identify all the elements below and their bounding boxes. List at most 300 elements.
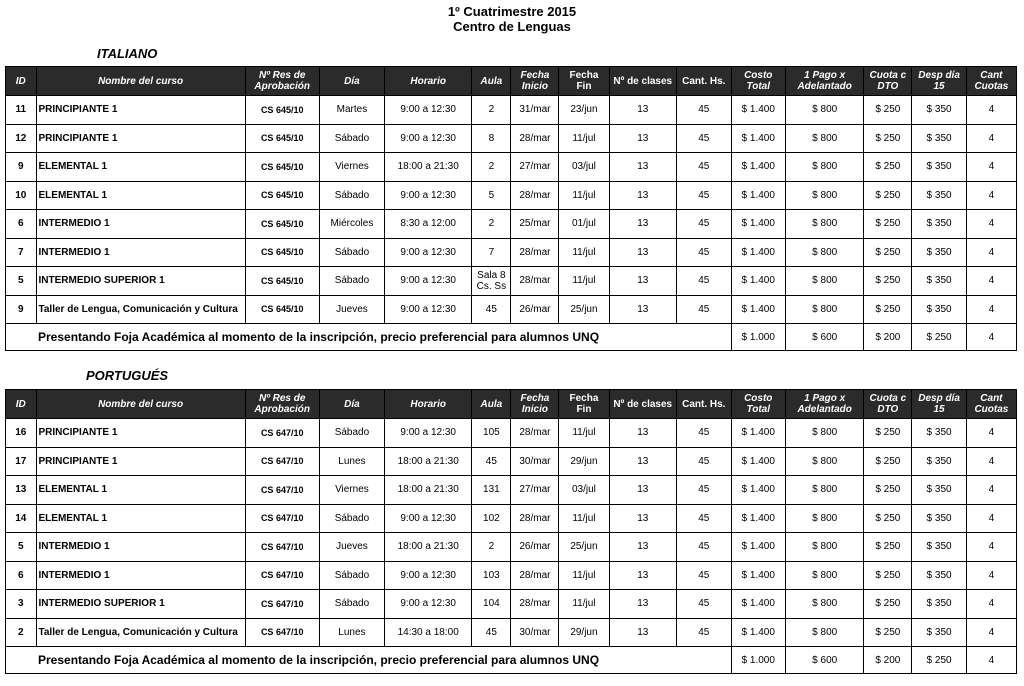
column-header-id: ID (6, 390, 37, 419)
cell-end-date: 03/jul (559, 476, 609, 505)
cell-end-date: 11/jul (559, 504, 609, 533)
cell-late-fee: $ 350 (912, 476, 966, 505)
cell-total-cost: $ 1.400 (731, 267, 785, 296)
column-header-end-date: Fecha Fin (559, 390, 609, 419)
cell-course-name: INTERMEDIO 1 (36, 533, 245, 562)
cell-discount-fee: $ 250 (864, 153, 912, 182)
table-row (6, 590, 1017, 619)
cell-end-date: 01/jul (559, 210, 609, 239)
cell-advance-payment: $ 800 (785, 419, 863, 448)
cell-class-count: 13 (609, 153, 677, 182)
cell-total-cost-preferential: $ 1.000 (731, 647, 785, 674)
column-header-start-date: Fecha Inicio (511, 390, 559, 419)
cell-advance-payment: $ 800 (785, 238, 863, 267)
cell-class-count: 13 (609, 238, 677, 267)
cell-discount-fee: $ 250 (864, 561, 912, 590)
cell-start-date: 27/mar (511, 476, 559, 505)
column-header-room: Aula (472, 67, 511, 96)
cell-discount-fee: $ 250 (864, 476, 912, 505)
cell-course-name: ELEMENTAL 1 (36, 476, 245, 505)
cell-total-cost: $ 1.400 (731, 124, 785, 153)
table-row (6, 153, 1017, 182)
cell-resolution: CS 645/10 (245, 124, 319, 153)
cell-class-count: 13 (609, 618, 677, 647)
cell-hours: 45 (677, 153, 731, 182)
cell-total-cost: $ 1.400 (731, 419, 785, 448)
cell-day: Sábado (319, 419, 384, 448)
cell-start-date: 28/mar (511, 267, 559, 296)
cell-discount-fee: $ 250 (864, 618, 912, 647)
cell-end-date: 25/jun (559, 295, 609, 324)
cell-resolution: CS 645/10 (245, 267, 319, 296)
cell-schedule: 14:30 a 18:00 (385, 618, 472, 647)
cell-hours: 45 (677, 533, 731, 562)
cell-discount-fee: $ 250 (864, 96, 912, 125)
cell-start-date: 28/mar (511, 561, 559, 590)
cell-resolution: CS 647/10 (245, 590, 319, 619)
cell-late-fee: $ 350 (912, 181, 966, 210)
table-row (6, 96, 1017, 125)
cell-discount-fee: $ 250 (864, 447, 912, 476)
cell-total-cost: $ 1.400 (731, 295, 785, 324)
cell-installments: 4 (966, 96, 1016, 125)
column-header-discount-fee: Cuota c DTO (864, 390, 912, 419)
table-row (6, 504, 1017, 533)
cell-schedule: 9:00 a 12:30 (385, 181, 472, 210)
cell-day: Martes (319, 96, 384, 125)
column-header-class-count: Nº de clases (609, 390, 677, 419)
cell-schedule: 9:00 a 12:30 (385, 419, 472, 448)
table-row (6, 561, 1017, 590)
cell-total-cost: $ 1.400 (731, 153, 785, 182)
cell-resolution: CS 645/10 (245, 96, 319, 125)
cell-start-date: 30/mar (511, 618, 559, 647)
cell-total-cost: $ 1.400 (731, 590, 785, 619)
cell-id: 5 (6, 267, 37, 296)
column-header-id: ID (6, 67, 37, 96)
cell-discount-fee: $ 250 (864, 181, 912, 210)
cell-start-date: 28/mar (511, 181, 559, 210)
cell-late-fee: $ 350 (912, 153, 966, 182)
cell-class-count: 13 (609, 504, 677, 533)
cell-end-date: 11/jul (559, 181, 609, 210)
cell-late-fee: $ 350 (912, 210, 966, 239)
cell-late-fee-preferential: $ 250 (912, 324, 966, 351)
cell-course-name: PRINCIPIANTE 1 (36, 124, 245, 153)
column-header-room: Aula (472, 390, 511, 419)
cell-day: Sábado (319, 590, 384, 619)
cell-room: 104 (472, 590, 511, 619)
cell-course-name: INTERMEDIO SUPERIOR 1 (36, 590, 245, 619)
column-header-hours: Cant. Hs. (677, 67, 731, 96)
cell-schedule: 8:30 a 12:00 (385, 210, 472, 239)
cell-late-fee: $ 350 (912, 447, 966, 476)
table-row (6, 210, 1017, 239)
cell-advance-payment: $ 800 (785, 504, 863, 533)
cell-total-cost: $ 1.400 (731, 210, 785, 239)
cell-total-cost: $ 1.400 (731, 238, 785, 267)
cell-id: 9 (6, 153, 37, 182)
cell-end-date: 11/jul (559, 238, 609, 267)
cell-course-name: Taller de Lengua, Comunicación y Cultura (36, 618, 245, 647)
cell-schedule: 9:00 a 12:30 (385, 124, 472, 153)
column-header-total-cost: Costo Total (731, 67, 785, 96)
cell-start-date: 31/mar (511, 96, 559, 125)
column-header-advance-payment: 1 Pago x Adelantado (785, 390, 863, 419)
cell-hours: 45 (677, 267, 731, 296)
document-subtitle: Centro de Lenguas (453, 19, 571, 34)
table-row (6, 124, 1017, 153)
cell-schedule: 9:00 a 12:30 (385, 590, 472, 619)
cell-advance-payment: $ 800 (785, 124, 863, 153)
cell-late-fee: $ 350 (912, 419, 966, 448)
cell-hours: 45 (677, 124, 731, 153)
cell-day: Lunes (319, 447, 384, 476)
cell-installments: 4 (966, 590, 1016, 619)
cell-discount-fee: $ 250 (864, 590, 912, 619)
cell-end-date: 03/jul (559, 153, 609, 182)
cell-end-date: 11/jul (559, 124, 609, 153)
cell-hours: 45 (677, 295, 731, 324)
cell-day: Jueves (319, 533, 384, 562)
cell-installments: 4 (966, 419, 1016, 448)
cell-discount-fee: $ 250 (864, 533, 912, 562)
cell-hours: 45 (677, 210, 731, 239)
column-header-end-date: Fecha Fin (559, 67, 609, 96)
cell-room: 2 (472, 96, 511, 125)
cell-class-count: 13 (609, 590, 677, 619)
note-spacer (6, 647, 37, 674)
cell-resolution: CS 647/10 (245, 476, 319, 505)
cell-installments: 4 (966, 210, 1016, 239)
cell-start-date: 25/mar (511, 210, 559, 239)
table-row (6, 295, 1017, 324)
table-row (6, 533, 1017, 562)
cell-id: 3 (6, 590, 37, 619)
cell-course-name: INTERMEDIO 1 (36, 210, 245, 239)
column-header-start-date: Fecha Inicio (511, 67, 559, 96)
cell-schedule: 9:00 a 12:30 (385, 561, 472, 590)
cell-room: 8 (472, 124, 511, 153)
note-spacer (6, 324, 37, 351)
document-title: 1º Cuatrimestre 2015 (447, 4, 577, 19)
cell-hours: 45 (677, 590, 731, 619)
cell-end-date: 11/jul (559, 561, 609, 590)
cell-id: 10 (6, 181, 37, 210)
cell-room: 2 (472, 533, 511, 562)
cell-end-date: 29/jun (559, 618, 609, 647)
cell-class-count: 13 (609, 210, 677, 239)
cell-end-date: 29/jun (559, 447, 609, 476)
course-table-italiano (5, 66, 1017, 351)
cell-hours: 45 (677, 476, 731, 505)
cell-total-cost: $ 1.400 (731, 476, 785, 505)
column-header-installments: Cant Cuotas (966, 67, 1016, 96)
column-header-day: Día (319, 390, 384, 419)
cell-day: Sábado (319, 267, 384, 296)
column-header-installments: Cant Cuotas (966, 390, 1016, 419)
cell-course-name: INTERMEDIO SUPERIOR 1 (36, 267, 245, 296)
cell-start-date: 28/mar (511, 419, 559, 448)
table-row (6, 238, 1017, 267)
cell-hours: 45 (677, 181, 731, 210)
cell-advance-payment: $ 800 (785, 181, 863, 210)
cell-day: Sábado (319, 504, 384, 533)
cell-resolution: CS 647/10 (245, 419, 319, 448)
cell-total-cost: $ 1.400 (731, 504, 785, 533)
cell-discount-fee-preferential: $ 200 (864, 324, 912, 351)
cell-course-name: ELEMENTAL 1 (36, 504, 245, 533)
cell-end-date: 11/jul (559, 419, 609, 448)
column-header-resolution: Nº Res de Aprobación (245, 390, 319, 419)
cell-course-name: ELEMENTAL 1 (36, 153, 245, 182)
cell-late-fee: $ 350 (912, 96, 966, 125)
column-header-schedule: Horario (385, 390, 472, 419)
cell-installments: 4 (966, 561, 1016, 590)
cell-day: Miércoles (319, 210, 384, 239)
cell-resolution: CS 647/10 (245, 533, 319, 562)
cell-end-date: 25/jun (559, 533, 609, 562)
cell-end-date: 11/jul (559, 590, 609, 619)
cell-class-count: 13 (609, 533, 677, 562)
cell-day: Sábado (319, 561, 384, 590)
cell-start-date: 28/mar (511, 238, 559, 267)
cell-end-date: 23/jun (559, 96, 609, 125)
cell-total-cost: $ 1.400 (731, 447, 785, 476)
cell-room: Sala 8 Cs. Ss (472, 267, 511, 296)
cell-advance-payment-preferential: $ 600 (785, 647, 863, 674)
cell-advance-payment: $ 800 (785, 533, 863, 562)
cell-course-name: ELEMENTAL 1 (36, 181, 245, 210)
cell-schedule: 9:00 a 12:30 (385, 295, 472, 324)
cell-hours: 45 (677, 419, 731, 448)
column-header-advance-payment: 1 Pago x Adelantado (785, 67, 863, 96)
cell-class-count: 13 (609, 96, 677, 125)
cell-schedule: 9:00 a 12:30 (385, 504, 472, 533)
cell-room: 2 (472, 153, 511, 182)
preferential-price-note: Presentando Foja Académica al momento de la inscripción, precio preferencial para alumnos UNQ (36, 647, 731, 674)
cell-course-name: INTERMEDIO 1 (36, 561, 245, 590)
cell-day: Sábado (319, 238, 384, 267)
cell-installments: 4 (966, 504, 1016, 533)
cell-total-cost: $ 1.400 (731, 533, 785, 562)
column-header-total-cost: Costo Total (731, 390, 785, 419)
cell-installments: 4 (966, 181, 1016, 210)
cell-room: 7 (472, 238, 511, 267)
table-header-row (6, 390, 1017, 419)
section-title-portugues: PORTUGUÉS (86, 368, 169, 383)
preferential-price-note: Presentando Foja Académica al momento de la inscripción, precio preferencial para alumnos UNQ (36, 324, 731, 351)
cell-schedule: 18:00 a 21:30 (385, 153, 472, 182)
cell-installments: 4 (966, 153, 1016, 182)
cell-installments: 4 (966, 124, 1016, 153)
cell-start-date: 26/mar (511, 295, 559, 324)
cell-class-count: 13 (609, 267, 677, 296)
cell-late-fee-preferential: $ 250 (912, 647, 966, 674)
cell-room: 2 (472, 210, 511, 239)
cell-class-count: 13 (609, 476, 677, 505)
cell-class-count: 13 (609, 124, 677, 153)
cell-advance-payment: $ 800 (785, 96, 863, 125)
cell-resolution: CS 645/10 (245, 153, 319, 182)
cell-id: 14 (6, 504, 37, 533)
cell-schedule: 18:00 a 21:30 (385, 447, 472, 476)
cell-class-count: 13 (609, 561, 677, 590)
cell-resolution: CS 645/10 (245, 210, 319, 239)
cell-schedule: 18:00 a 21:30 (385, 533, 472, 562)
table-row (6, 267, 1017, 296)
cell-start-date: 28/mar (511, 504, 559, 533)
cell-installments-preferential: 4 (966, 324, 1016, 351)
table-row (6, 447, 1017, 476)
cell-id: 7 (6, 238, 37, 267)
cell-class-count: 13 (609, 295, 677, 324)
cell-room: 103 (472, 561, 511, 590)
column-header-resolution: Nº Res de Aprobación (245, 67, 319, 96)
cell-installments: 4 (966, 618, 1016, 647)
cell-class-count: 13 (609, 181, 677, 210)
table-row (6, 618, 1017, 647)
column-header-class-count: Nº de clases (609, 67, 677, 96)
cell-schedule: 9:00 a 12:30 (385, 238, 472, 267)
cell-hours: 45 (677, 504, 731, 533)
cell-course-name: INTERMEDIO 1 (36, 238, 245, 267)
preferential-price-row (6, 647, 1017, 674)
cell-day: Jueves (319, 295, 384, 324)
cell-advance-payment-preferential: $ 600 (785, 324, 863, 351)
cell-late-fee: $ 350 (912, 238, 966, 267)
cell-end-date: 11/jul (559, 267, 609, 296)
table-row (6, 419, 1017, 448)
cell-course-name: PRINCIPIANTE 1 (36, 419, 245, 448)
cell-late-fee: $ 350 (912, 267, 966, 296)
cell-discount-fee: $ 250 (864, 295, 912, 324)
cell-room: 105 (472, 419, 511, 448)
cell-hours: 45 (677, 238, 731, 267)
cell-late-fee: $ 350 (912, 124, 966, 153)
cell-hours: 45 (677, 618, 731, 647)
cell-late-fee: $ 350 (912, 618, 966, 647)
cell-installments: 4 (966, 476, 1016, 505)
cell-schedule: 9:00 a 12:30 (385, 96, 472, 125)
cell-installments: 4 (966, 238, 1016, 267)
cell-day: Sábado (319, 124, 384, 153)
table-row (6, 476, 1017, 505)
preferential-price-row (6, 324, 1017, 351)
cell-advance-payment: $ 800 (785, 210, 863, 239)
table-header-row (6, 67, 1017, 96)
cell-late-fee: $ 350 (912, 533, 966, 562)
cell-installments: 4 (966, 533, 1016, 562)
cell-installments: 4 (966, 295, 1016, 324)
column-header-late-fee: Desp día 15 (912, 67, 966, 96)
cell-installments: 4 (966, 447, 1016, 476)
cell-installments-preferential: 4 (966, 647, 1016, 674)
cell-id: 5 (6, 533, 37, 562)
cell-start-date: 27/mar (511, 153, 559, 182)
cell-advance-payment: $ 800 (785, 476, 863, 505)
cell-course-name: PRINCIPIANTE 1 (36, 447, 245, 476)
cell-room: 131 (472, 476, 511, 505)
cell-resolution: CS 645/10 (245, 181, 319, 210)
cell-day: Sábado (319, 181, 384, 210)
cell-id: 12 (6, 124, 37, 153)
cell-discount-fee: $ 250 (864, 267, 912, 296)
cell-course-name: PRINCIPIANTE 1 (36, 96, 245, 125)
cell-discount-fee: $ 250 (864, 504, 912, 533)
cell-course-name: Taller de Lengua, Comunicación y Cultura (36, 295, 245, 324)
cell-id: 9 (6, 295, 37, 324)
cell-start-date: 28/mar (511, 124, 559, 153)
cell-installments: 4 (966, 267, 1016, 296)
cell-total-cost: $ 1.400 (731, 96, 785, 125)
cell-total-cost-preferential: $ 1.000 (731, 324, 785, 351)
cell-day: Viernes (319, 153, 384, 182)
cell-room: 5 (472, 181, 511, 210)
column-header-schedule: Horario (385, 67, 472, 96)
cell-advance-payment: $ 800 (785, 618, 863, 647)
cell-schedule: 9:00 a 12:30 (385, 267, 472, 296)
cell-id: 6 (6, 561, 37, 590)
cell-advance-payment: $ 800 (785, 267, 863, 296)
cell-advance-payment: $ 800 (785, 561, 863, 590)
cell-start-date: 28/mar (511, 590, 559, 619)
cell-resolution: CS 645/10 (245, 295, 319, 324)
section-title-italiano: ITALIANO (97, 46, 158, 61)
cell-hours: 45 (677, 447, 731, 476)
cell-advance-payment: $ 800 (785, 590, 863, 619)
cell-id: 17 (6, 447, 37, 476)
cell-id: 2 (6, 618, 37, 647)
cell-day: Viernes (319, 476, 384, 505)
column-header-late-fee: Desp día 15 (912, 390, 966, 419)
column-header-day: Día (319, 67, 384, 96)
cell-discount-fee: $ 250 (864, 210, 912, 239)
cell-room: 45 (472, 295, 511, 324)
cell-id: 16 (6, 419, 37, 448)
cell-id: 13 (6, 476, 37, 505)
course-table-portugues (5, 389, 1017, 674)
cell-room: 45 (472, 618, 511, 647)
column-header-course-name: Nombre del curso (36, 67, 245, 96)
cell-total-cost: $ 1.400 (731, 181, 785, 210)
cell-advance-payment: $ 800 (785, 295, 863, 324)
column-header-discount-fee: Cuota c DTO (864, 67, 912, 96)
cell-room: 45 (472, 447, 511, 476)
cell-resolution: CS 647/10 (245, 447, 319, 476)
cell-start-date: 30/mar (511, 447, 559, 476)
cell-late-fee: $ 350 (912, 590, 966, 619)
cell-advance-payment: $ 800 (785, 153, 863, 182)
cell-resolution: CS 647/10 (245, 504, 319, 533)
cell-day: Lunes (319, 618, 384, 647)
cell-discount-fee: $ 250 (864, 124, 912, 153)
cell-discount-fee: $ 250 (864, 238, 912, 267)
cell-class-count: 13 (609, 419, 677, 448)
cell-late-fee: $ 350 (912, 295, 966, 324)
column-header-hours: Cant. Hs. (677, 390, 731, 419)
cell-late-fee: $ 350 (912, 504, 966, 533)
cell-schedule: 18:00 a 21:30 (385, 476, 472, 505)
cell-discount-fee-preferential: $ 200 (864, 647, 912, 674)
column-header-course-name: Nombre del curso (36, 390, 245, 419)
cell-advance-payment: $ 800 (785, 447, 863, 476)
cell-id: 6 (6, 210, 37, 239)
cell-total-cost: $ 1.400 (731, 561, 785, 590)
cell-hours: 45 (677, 561, 731, 590)
cell-resolution: CS 645/10 (245, 238, 319, 267)
cell-id: 11 (6, 96, 37, 125)
